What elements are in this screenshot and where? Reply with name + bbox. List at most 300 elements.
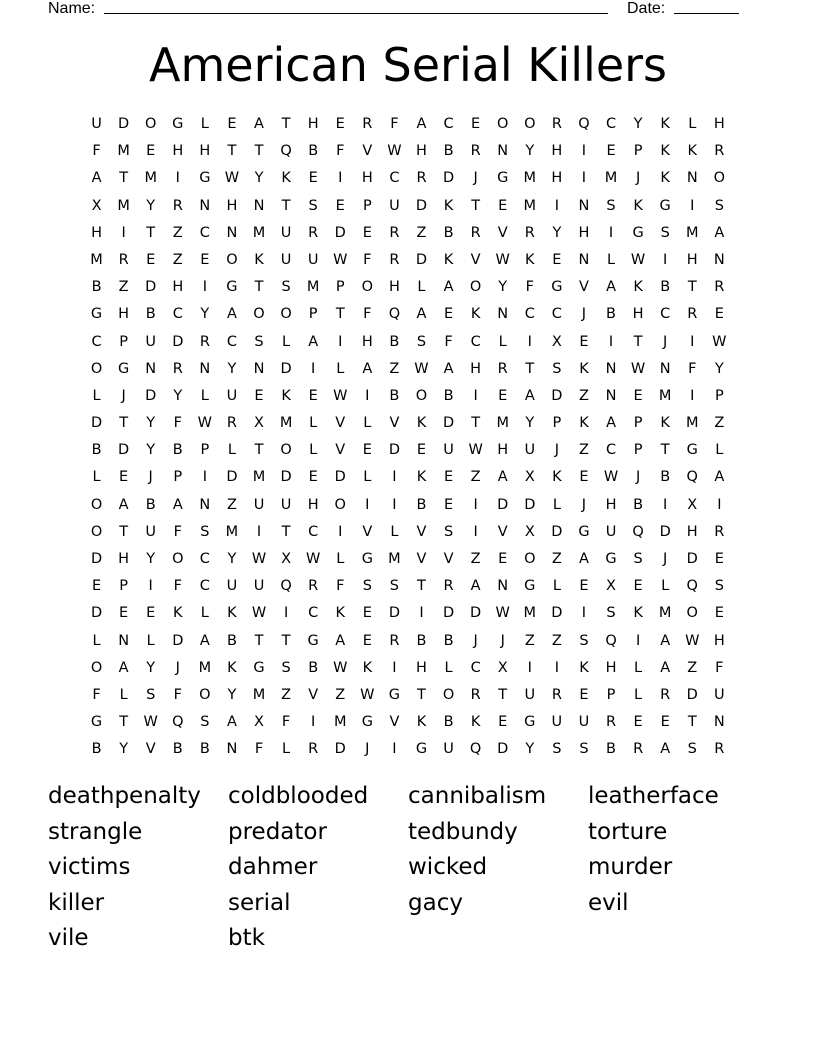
grid-letter: K (362, 659, 373, 676)
grid-letter: D (90, 415, 103, 432)
grid-letter: W (414, 360, 429, 377)
grid-letter: A (172, 496, 183, 513)
grid-letter: K (660, 143, 670, 160)
grid-letter: V (497, 224, 508, 241)
grid-letter: J (473, 170, 478, 187)
grid-letter: K (660, 170, 670, 187)
word-bank (48, 779, 788, 957)
grid-letter: E (362, 632, 372, 649)
grid-letter: J (663, 551, 668, 567)
grid-letter: U (226, 578, 238, 595)
grid-letter: E (714, 551, 724, 567)
word-bank-item: torture (588, 818, 668, 845)
grid-letter: G (686, 442, 698, 459)
grid-letter: G (524, 714, 536, 731)
grid-letter: Y (227, 551, 237, 567)
grid-letter: E (579, 578, 589, 595)
grid-letter: D (470, 605, 482, 622)
grid-letter: N (497, 306, 509, 323)
grid-letter: E (579, 469, 589, 486)
grid-letter: C (605, 116, 617, 132)
grid-letter: Z (687, 659, 698, 676)
grid-letter: V (389, 714, 400, 731)
grid-letter: A (118, 496, 129, 513)
grid-letter: G (307, 632, 319, 649)
name-field-line[interactable] (104, 13, 608, 14)
word-bank-item: killer (48, 889, 105, 916)
grid-letter: I (148, 578, 153, 595)
grid-letter: L (227, 442, 236, 459)
grid-letter: I (283, 605, 289, 622)
grid-letter: C (524, 306, 535, 323)
grid-letter: J (500, 632, 505, 649)
grid-letter: E (606, 143, 616, 160)
grid-letter: W (495, 251, 510, 268)
grid-letter: C (470, 333, 481, 350)
grid-letter: A (660, 632, 671, 649)
grid-letter: Z (551, 632, 562, 649)
grid-letter: O (497, 116, 509, 132)
grid-letter: I (581, 143, 587, 160)
grid-letter: U (145, 333, 156, 350)
grid-letter: A (91, 170, 102, 187)
grid-letter: L (146, 632, 155, 649)
grid-letter: N (199, 197, 211, 214)
grid-letter: W (712, 333, 727, 350)
grid-letter: B (416, 496, 427, 513)
grid-letter: K (633, 605, 643, 622)
grid-letter: R (633, 741, 644, 758)
grid-letter: B (91, 279, 102, 296)
grid-letter: H (91, 224, 102, 241)
word-bank-item: victims (48, 854, 131, 881)
grid-letter: L (282, 741, 291, 758)
grid-letter: N (226, 741, 238, 758)
grid-letter: X (606, 578, 616, 595)
grid-letter: P (119, 578, 128, 595)
grid-letter: E (443, 469, 454, 486)
grid-letter: T (281, 197, 291, 214)
grid-letter: I (527, 333, 532, 350)
grid-letter: M (117, 143, 130, 160)
date-label: Date: (627, 0, 666, 17)
grid-letter: B (633, 496, 644, 513)
grid-letter: M (90, 251, 103, 268)
grid-letter: D (388, 605, 400, 622)
grid-letter: H (632, 306, 644, 323)
grid-letter: U (524, 686, 536, 703)
grid-letter: R (470, 686, 481, 703)
grid-letter: H (172, 279, 184, 296)
grid-letter: O (442, 686, 455, 703)
grid-letter: R (443, 578, 454, 595)
grid-letter: E (146, 605, 156, 622)
grid-letter: U (307, 251, 319, 268)
grid-letter: A (443, 279, 454, 296)
word-bank-item: serial (228, 889, 291, 916)
grid-letter: B (389, 333, 400, 350)
grid-letter: H (578, 224, 590, 241)
grid-letter: U (145, 523, 156, 540)
grid-letter: Y (525, 143, 535, 160)
grid-letter: B (91, 741, 102, 758)
grid-letter: H (307, 116, 319, 132)
grid-letter: H (551, 143, 563, 160)
grid-letter: L (444, 659, 453, 676)
grid-letter: K (525, 251, 535, 268)
grid-letter: Y (173, 387, 183, 404)
grid-letter: N (605, 387, 617, 404)
grid-letter: E (335, 116, 345, 132)
grid-letter: B (443, 143, 454, 160)
grid-letter: M (279, 415, 293, 432)
grid-letter: Q (686, 578, 698, 595)
grid-letter: R (308, 578, 319, 595)
grid-letter: H (172, 143, 184, 160)
grid-row (83, 356, 733, 383)
grid-letter: D (334, 741, 346, 758)
grid-letter: C (199, 578, 210, 595)
grid-letter: W (468, 442, 483, 459)
grid-letter: A (714, 224, 725, 241)
grid-letter: O (524, 551, 536, 567)
grid-letter: F (336, 143, 345, 160)
grid-letter: J (663, 333, 668, 350)
date-field-line[interactable] (674, 13, 739, 14)
grid-letter: J (365, 741, 370, 758)
grid-letter: M (523, 170, 537, 187)
grid-letter: M (252, 469, 266, 486)
grid-letter: M (604, 170, 618, 187)
grid-letter: J (581, 306, 587, 323)
grid-row (83, 736, 733, 763)
grid-letter: M (658, 387, 672, 404)
grid-letter: U (253, 496, 265, 513)
grid-letter: B (389, 387, 400, 404)
grid-letter: W (305, 551, 321, 567)
grid-letter: R (687, 306, 698, 323)
grid-letter: A (416, 306, 427, 323)
grid-letter: Y (146, 442, 156, 459)
grid-row (83, 655, 733, 682)
grid-letter: R (524, 224, 535, 241)
grid-letter: S (281, 659, 291, 676)
grid-letter: P (119, 333, 128, 350)
grid-letter: Y (146, 197, 156, 214)
grid-row (83, 383, 733, 410)
grid-letter: A (118, 659, 129, 676)
grid-letter: K (660, 116, 670, 132)
grid-letter: B (145, 306, 156, 323)
grid-letter: M (388, 551, 401, 567)
grid-letter: A (714, 469, 725, 486)
grid-letter: J (581, 496, 587, 513)
grid-letter: F (363, 251, 372, 268)
grid-letter: Q (280, 143, 292, 160)
grid-letter: I (392, 741, 397, 758)
grid-row (83, 193, 733, 220)
grid-letter: P (200, 442, 210, 459)
grid-letter: S (606, 605, 616, 622)
grid-letter: F (92, 143, 101, 160)
grid-letter: T (119, 523, 129, 540)
grid-letter: B (172, 442, 183, 459)
grid-letter: W (333, 387, 348, 404)
grid-row (83, 682, 733, 709)
grid-letter: H (605, 659, 617, 676)
grid-letter: K (254, 251, 264, 268)
grid-letter: S (606, 197, 616, 214)
grid-letter: O (199, 686, 211, 703)
grid-letter: A (416, 116, 427, 132)
grid-letter: E (254, 387, 264, 404)
grid-letter: N (605, 360, 617, 377)
grid-letter: B (443, 632, 454, 649)
grid-letter: F (173, 686, 182, 703)
grid-letter: T (335, 306, 345, 323)
grid-letter: V (416, 551, 427, 567)
grid-letter: Z (524, 632, 535, 649)
grid-row (83, 410, 733, 437)
grid-letter: S (200, 714, 210, 731)
grid-letter: T (281, 632, 291, 649)
grid-letter: L (390, 523, 399, 540)
grid-letter: C (308, 605, 319, 622)
grid-letter: O (280, 442, 292, 459)
grid-letter: W (224, 170, 240, 187)
grid-letter: N (713, 714, 725, 731)
grid-letter: Q (686, 469, 698, 486)
grid-letter: J (121, 387, 126, 404)
grid-letter: C (199, 224, 210, 241)
grid-letter: U (578, 714, 590, 731)
grid-letter: M (144, 170, 157, 187)
grid-letter: L (688, 116, 697, 132)
grid-row (83, 437, 733, 464)
grid-letter: O (226, 251, 238, 268)
grid-letter: I (175, 170, 180, 187)
grid-letter: A (308, 333, 319, 350)
grid-letter: R (714, 523, 725, 540)
grid-letter: S (552, 741, 562, 758)
grid-letter: B (308, 143, 319, 160)
grid-letter: U (280, 251, 292, 268)
grid-letter: D (145, 279, 157, 296)
grid-letter: W (495, 605, 510, 622)
grid-letter: I (202, 279, 207, 296)
grid-row (83, 628, 733, 655)
grid-letter: R (389, 632, 400, 649)
grid-letter: V (145, 741, 156, 758)
grid-letter: E (443, 306, 454, 323)
grid-letter: G (632, 224, 644, 241)
grid-letter: I (663, 251, 668, 268)
grid-letter: P (633, 415, 643, 432)
grid-row (83, 247, 733, 274)
grid-letter: A (226, 306, 237, 323)
grid-letter: Z (551, 551, 562, 567)
grid-letter: K (173, 605, 183, 622)
grid-letter: Y (227, 686, 237, 703)
grid-letter: D (415, 251, 428, 268)
word-bank-item: strangle (48, 818, 143, 845)
grid-letter: L (200, 605, 209, 622)
grid-letter: I (365, 496, 370, 513)
grid-letter: E (119, 605, 129, 622)
grid-letter: R (497, 360, 508, 377)
grid-letter: D (442, 170, 455, 187)
grid-letter: D (118, 442, 130, 459)
grid-letter: Y (146, 659, 156, 676)
grid-letter: D (497, 741, 509, 758)
grid-letter: W (387, 143, 402, 160)
grid-letter: D (442, 415, 455, 432)
grid-row (83, 329, 733, 356)
grid-letter: W (685, 632, 700, 649)
grid-letter: O (361, 279, 374, 296)
grid-letter: E (471, 116, 481, 132)
grid-letter: I (365, 387, 370, 404)
grid-letter: E (362, 224, 372, 241)
grid-letter: T (119, 415, 129, 432)
grid-letter: E (308, 387, 318, 404)
grid-letter: K (660, 415, 670, 432)
grid-letter: I (554, 659, 559, 676)
grid-letter: F (688, 360, 697, 377)
grid-letter: Z (172, 224, 183, 241)
grid-letter: R (551, 686, 562, 703)
grid-letter: Z (714, 415, 725, 432)
grid-letter: K (227, 659, 237, 676)
grid-letter: L (200, 116, 209, 132)
worksheet-header (48, 0, 748, 22)
grid-letter: F (173, 415, 182, 432)
grid-letter: K (443, 251, 454, 268)
grid-letter: J (148, 469, 153, 486)
grid-letter: G (524, 578, 536, 595)
grid-letter: P (362, 197, 372, 214)
word-bank-item: predator (228, 818, 327, 845)
grid-letter: E (362, 442, 372, 459)
grid-letter: T (254, 442, 264, 459)
grid-letter: N (199, 360, 211, 377)
grid-letter: T (525, 360, 535, 377)
grid-letter: Y (498, 279, 508, 296)
grid-letter: U (551, 714, 563, 731)
grid-letter: D (90, 605, 103, 622)
grid-letter: X (254, 415, 264, 432)
grid-letter: N (253, 360, 265, 377)
grid-letter: Z (335, 686, 346, 703)
grid-letter: L (119, 686, 128, 703)
grid-letter: E (91, 578, 102, 595)
grid-letter: V (416, 523, 427, 540)
grid-letter: D (497, 496, 509, 513)
grid-letter: S (660, 224, 670, 241)
grid-letter: E (714, 605, 724, 622)
grid-letter: B (199, 741, 210, 758)
grid-letter: E (146, 143, 156, 160)
grid-letter: F (525, 279, 534, 296)
grid-letter: V (497, 523, 508, 540)
grid-letter: O (253, 306, 265, 323)
grid-letter: C (443, 116, 454, 132)
grid-letter: S (633, 551, 643, 567)
grid-letter: E (633, 387, 643, 404)
grid-letter: G (361, 551, 373, 567)
grid-letter: H (416, 659, 427, 676)
grid-letter: H (713, 632, 725, 649)
grid-letter: O (90, 659, 103, 676)
grid-letter: T (146, 224, 156, 241)
grid-letter: L (309, 415, 318, 432)
word-bank-item: leatherface (588, 783, 719, 809)
grid-letter: L (92, 469, 101, 486)
grid-letter: X (281, 551, 292, 567)
grid-letter: L (552, 578, 561, 595)
grid-letter: C (605, 442, 617, 459)
grid-letter: Y (552, 224, 562, 241)
grid-letter: E (362, 605, 372, 622)
grid-letter: I (663, 496, 668, 513)
grid-letter: S (281, 279, 291, 296)
grid-row (83, 111, 733, 138)
grid-letter: H (686, 251, 698, 268)
grid-letter: S (308, 197, 318, 214)
grid-letter: L (336, 551, 345, 567)
grid-letter: O (90, 360, 103, 377)
grid-letter: Z (226, 496, 237, 513)
grid-letter: Z (172, 251, 183, 268)
grid-letter: U (280, 496, 292, 513)
grid-letter: E (498, 714, 508, 731)
grid-letter: E (633, 714, 643, 731)
grid-letter: D (442, 605, 455, 622)
grid-letter: I (717, 496, 722, 513)
grid-letter: H (686, 523, 698, 540)
grid-letter: C (389, 170, 400, 187)
grid-letter: D (172, 333, 184, 350)
grid-letter: S (687, 741, 697, 758)
grid-letter: M (117, 197, 130, 214)
grid-letter: L (336, 360, 345, 377)
grid-letter: K (281, 387, 291, 404)
grid-letter: S (714, 197, 724, 214)
grid-letter: C (551, 306, 562, 323)
word-bank-item: wicked (408, 854, 488, 881)
grid-letter: P (335, 279, 345, 296)
grid-letter: T (471, 197, 481, 214)
grid-letter: M (686, 415, 699, 432)
grid-letter: O (713, 170, 726, 187)
grid-letter: D (524, 496, 536, 513)
grid-letter: K (443, 197, 454, 214)
grid-letter: K (281, 170, 291, 187)
word-bank-item: deathpenalty (48, 783, 201, 809)
grid-letter: O (686, 605, 698, 622)
grid-letter: Q (578, 116, 590, 132)
grid-letter: B (172, 741, 183, 758)
word-bank-item: coldblooded (228, 783, 369, 809)
grid-letter: I (473, 523, 478, 540)
grid-letter: K (579, 360, 589, 377)
grid-letter: Y (146, 551, 156, 567)
grid-letter: L (92, 387, 101, 404)
grid-letter: E (335, 197, 345, 214)
grid-letter: A (335, 632, 346, 649)
grid-letter: Q (280, 578, 292, 595)
grid-letter: J (473, 632, 478, 649)
